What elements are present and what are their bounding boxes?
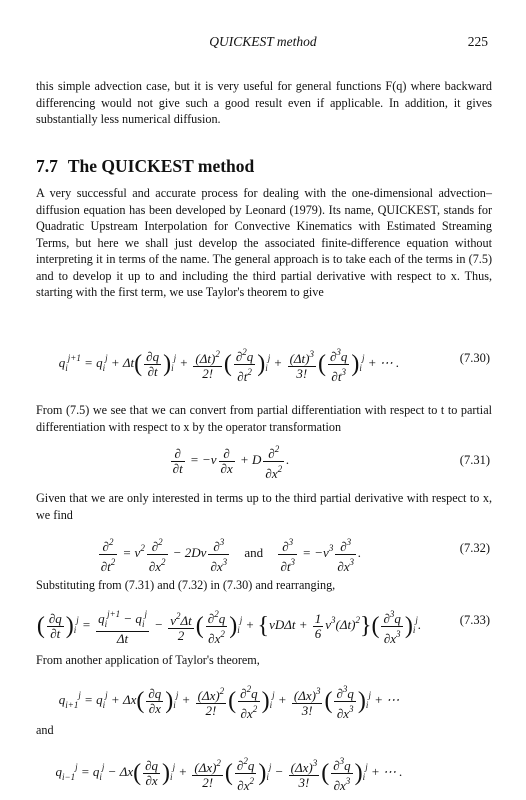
equation-7-32 [36,526,492,574]
equation-number: (7.32) [459,541,490,555]
paragraph-4: Substituting from (7.31) and (7.32) in (7.30) and rearranging, [36,578,336,592]
equation-7-31 [36,438,492,482]
paragraph-1: A very successful and accurate process for dealing with the one-dimensional advection–diffusion equation has been developed by Leonard (1979). Its name, QUICKEST, stands for Quadratic Upstream Interpolation for Convective Kinematics with Estimated Streaming Terms, but here we shall just develop the associated finite-difference equation without interpreting it in terms of the name. The general approach is to take each of the terms in (7.5) and to develop it up to and including the third partial derivative with respect to x. Thus, starting with the first term, we use Taylor's theorem to give [36,186,492,299]
equation-7-30 [36,336,492,384]
page-header [36,34,490,52]
section-title: The QUICKEST method [67,156,255,176]
intro-paragraph: this simple advection case, but it is very useful for general functions F(q) where backward differencing would not give such a good result even if applicable. In addition, it gives substantially less numerical diffusion. [36,79,492,126]
equation-number: (7.31) [459,453,490,467]
equation-number: (7.33) [459,613,490,627]
equation-body: $\frac{\partial}{\partial t}$ = −v $\frac{\partial}{\partial x}$ + D $\frac{\partial^2}{\partial x^2}$ . [172,443,290,481]
equation-taylor-forward [36,673,492,721]
paragraph-5: From another application of Taylor's theorem, [36,653,260,667]
section-number: 7.7 [36,156,58,176]
equation-body: $\frac{\partial^2}{\partial t^2}$ = $v^2$ $\frac{\partial^2}{\partial x^2}$ − 2Dv $\frac{\partial^3}{\partial x^3}$ and $\frac{\partial^3}{\partial t^3}$ = $-v^3$ $\frac{\partial^3}{\partial x^3}$ . [100,536,362,574]
paragraph-3: Given that we are only interested in terms up to the third partial derivative with respect to x, we find [36,491,492,522]
equation-number: (7.30) [459,351,490,365]
paragraph-2: From (7.5) we see that we can convert from partial differentiation with respect to t to partial differentiation with respect to x by the operator transformation [36,403,492,434]
equation-taylor-backward [36,745,492,793]
and-label: and [36,723,54,737]
running-title: QUICKEST method [209,34,317,49]
equation-body: $q_{i+1}^j = q_i^j + \Delta x$( $\frac{\partial q}{\partial x}$ )$_i^j$ + $\frac{(\Delta x)^2}{2!}$ ( $\frac{\partial^2q}{\partial x^2}$ )$_i^j$ + $\frac{(\Delta x)^3}{3!}$ ( $\frac{\partial^3q}{\partial x^3}$ )$_i^j$ + ⋯ [58,683,400,721]
equation-body: ( $\frac{\partial q}{\partial t}$ )$_i^j$ = $\frac{q_i^{j+1} - q_i^j}{\Delta t}$ − $\frac{v^2\Delta t}{2}$ ( $\frac{\partial^2q}{\partial x^2}$ )$_i^j + \{vD\Delta t$ + $\frac{1}{6}$ $v^3(\Delta t)^2$}( $\frac{\partial^3q}{\partial x^3}$ )$_i^j$. [36,608,422,646]
equation-body: $q_{i-1}^j = q_i^j - \Delta x$( $\frac{\partial q}{\partial x}$ )$_i^j$ + $\frac{(\Delta x)^2}{2!}$ ( $\frac{\partial^2q}{\partial x^2}$ )$_i^j$ − $\frac{(\Delta x)^3}{3!}$ ( $\frac{\partial^3q}{\partial x^3}$ )$_i^j$ + ⋯ . [55,755,403,793]
and-connector: and [244,545,264,560]
equation-body: $q_i^{j+1} = q_i^j + \Delta t$( $\frac{\partial q}{\partial t}$ )$_i^j$ + $\frac{(\Delta t)^2}{2!}$ ( $\frac{\partial^2q}{\partial t^2}$ )$_i^j$ + $\frac{(\Delta t)^3}{3!}$ ( $\frac{\partial^3q}{\partial t^3}$ )$_i^j$ + ⋯ . [58,346,400,384]
equation-7-33 [36,598,492,646]
page-number: 225 [467,34,488,49]
section-heading [36,156,254,177]
